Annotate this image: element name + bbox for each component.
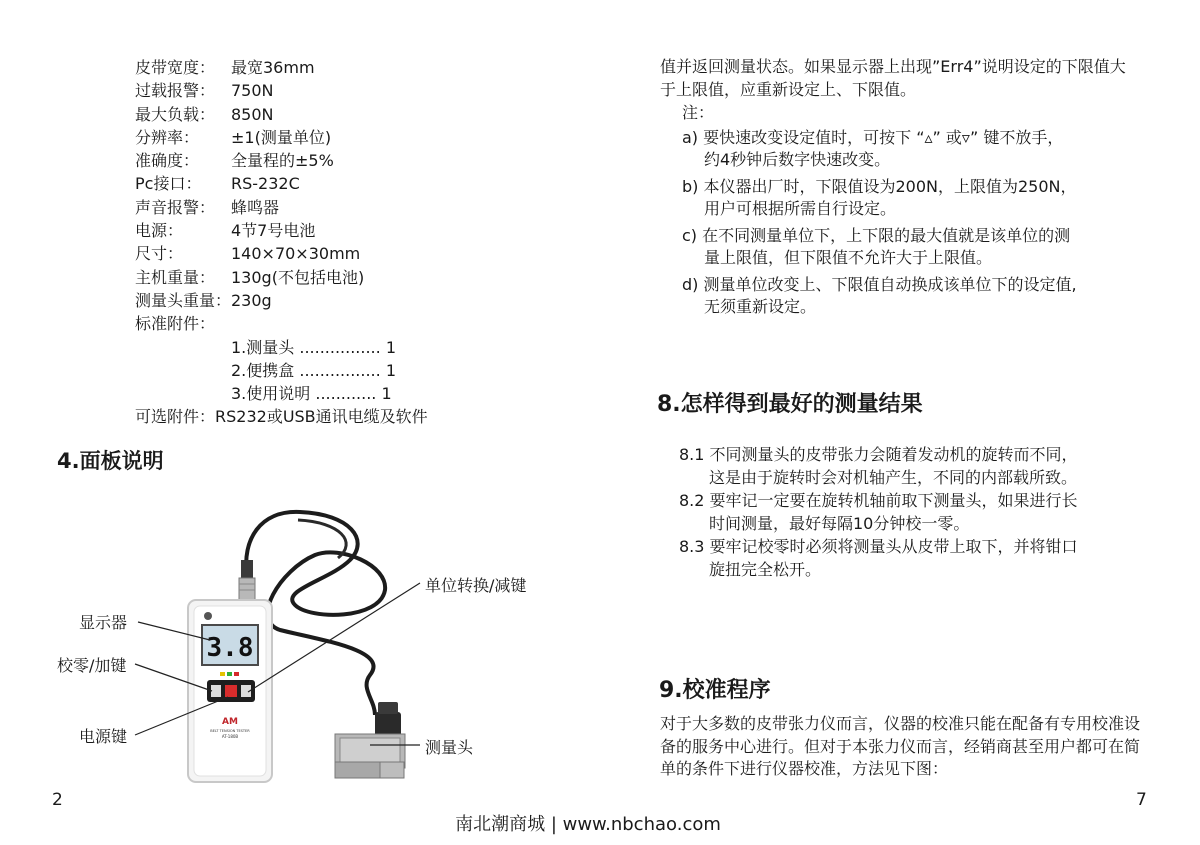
spec-key: 尺寸：: [135, 244, 184, 264]
section-8-line: 旋扭完全松开。: [709, 560, 822, 579]
section-8-list: [679, 443, 1159, 581]
spec-key: 过载报警：: [135, 81, 216, 101]
spec-key: 准确度：: [135, 151, 200, 171]
note-line: 约4秒钟后数字快速改变。: [704, 150, 891, 169]
section-8-item: [679, 489, 1159, 535]
display-leader: [138, 622, 210, 640]
note-item: [682, 225, 1152, 270]
spec-key: Pc接口：: [135, 174, 202, 194]
power-label: 电源键: [79, 727, 128, 746]
display-label: 显示器: [79, 613, 128, 632]
lcd-value: 3.8: [206, 633, 254, 663]
section-9-title: 9.校准程序: [659, 678, 771, 703]
section-8-line: 8.1 不同测量头的皮带张力会随着发动机的旋转而不同，: [679, 445, 1078, 464]
spec-value: RS-232C: [231, 174, 300, 194]
page-number-left: 2: [52, 790, 63, 810]
note-line: b) 本仪器出厂时，下限值设为200N，上限值为250N，: [682, 176, 1077, 196]
spec-value: 140×70×30mm: [231, 244, 361, 264]
section-8-title: 8.怎样得到最好的测量结果: [657, 392, 923, 417]
accessory-item: 2.便携盒 ................ 1: [231, 360, 396, 380]
footer-site: 南北潮商城 | www.nbchao.com: [455, 814, 721, 835]
unit-sub-leader: [248, 583, 420, 692]
section-4-title: 4.面板说明: [57, 449, 164, 473]
spec-value: 750N: [231, 81, 274, 101]
spec-value: ±1(测量单位): [231, 127, 332, 147]
section-8-line: 8.2 要牢记一定要在旋转机轴前取下测量头，如果进行长: [679, 491, 1078, 510]
spec-key: 标准附件：: [135, 314, 216, 334]
spec-key: 主机重量：: [135, 267, 216, 287]
section-8-item: [679, 535, 1159, 581]
section-8-line: 8.3 要牢记校零时必须将测量头从皮带上取下，并将钳口: [679, 537, 1078, 556]
note-item: [682, 127, 1152, 172]
accessory-item: 3.使用说明 ............ 1: [231, 384, 392, 404]
spec-value: 蜂鸣器: [231, 197, 280, 217]
section-8-item: [679, 443, 1159, 489]
note-item: [682, 274, 1152, 319]
note-line: 用户可根据所需自行设定。: [704, 199, 897, 218]
model-number: AT-180B: [221, 734, 239, 739]
section-9-paragraph: 对于大多数的皮带张力仪而言，仪器的校准只能在配备有专用校准设备的服务中心进行。但对于本张力仪而言，经销商甚至用户都可在简单的条件下进行仪器校准，方法见下图：: [660, 714, 1141, 778]
spec-key: 声音报警：: [135, 197, 216, 217]
accessory-item: 1.测量头 ................ 1: [231, 337, 396, 357]
probe-label: 测量头: [425, 738, 474, 757]
spec-value: 130g(不包括电池): [231, 267, 365, 287]
spec-key: 分辨率：: [135, 127, 200, 147]
spec-value: 4节7号电池: [231, 221, 316, 241]
brand-logo: AM: [222, 717, 238, 727]
note-item: [682, 176, 1152, 221]
spec-key: 电源：: [135, 221, 184, 241]
spec-key: 皮带宽度：: [135, 58, 216, 77]
note-line: c) 在不同测量单位下，上下限的最大值就是该单位的测: [682, 225, 1071, 245]
zero-add-leader: [135, 664, 212, 691]
spec-key: 最大负载：: [135, 104, 216, 124]
section-8-line: 时间测量，最好每隔10分钟校一零。: [709, 514, 970, 533]
unit-sub-label: 单位转换/减键: [425, 576, 527, 595]
spec-value: 全量程的±5%: [231, 151, 334, 171]
section-8-line: 这是由于旋转时会对机轴产生，不同的内部载所致。: [709, 468, 1078, 487]
note-line: 量上限值，但下限值不允许大于上限值。: [704, 248, 993, 267]
zero-add-label: 校零/加键: [57, 656, 127, 675]
spec-value: 最宽36mm: [231, 58, 315, 77]
optional-accessories: 可选附件：RS232或USB通讯电缆及软件: [135, 407, 428, 427]
spec-key: 测量头重量：: [135, 290, 232, 310]
note-line: 无须重新设定。: [704, 297, 817, 316]
spec-value: 230g: [231, 290, 272, 310]
intro-paragraph: 值并返回测量状态。如果显示器上出现”Err4”说明设定的下限值大于上限值，应重新设定上、下限值。: [660, 57, 1126, 99]
page-number-right: 7: [1136, 790, 1147, 810]
model-line: BELT TENSION TESTER: [210, 729, 250, 733]
note-line: a) 要快速改变设定值时，可按下 “▵” 或▿” 键不放手，: [682, 127, 1064, 147]
note-line: d) 测量单位改变上、下限值自动换成该单位下的设定值,: [682, 274, 1077, 294]
note-title: 注：: [682, 103, 715, 122]
power-leader: [135, 697, 228, 735]
spec-value: 850N: [231, 104, 274, 124]
notes: [682, 102, 1152, 323]
